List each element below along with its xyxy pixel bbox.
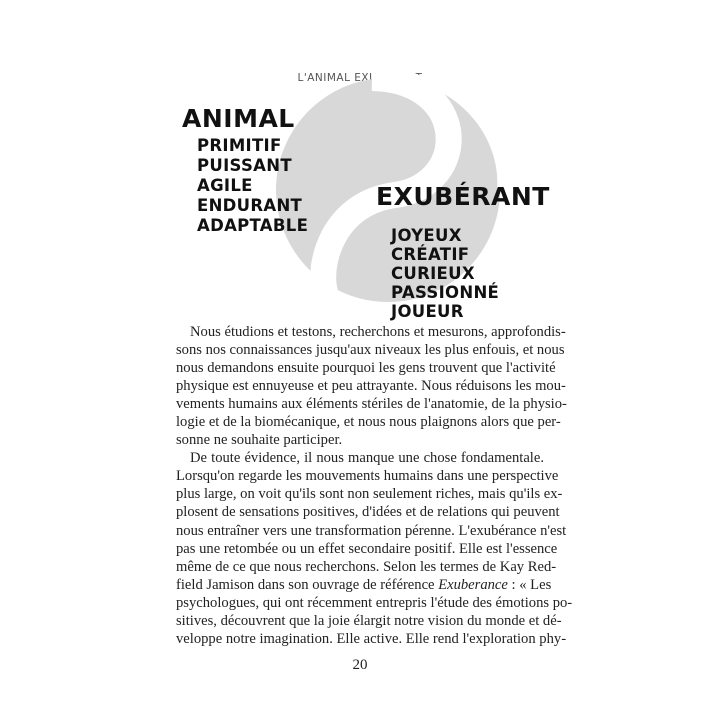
text-fragment: field Jamison dans son ouvrage de référence xyxy=(176,576,439,593)
figure-left-item: ENDURANT xyxy=(197,196,303,215)
figure-left-item: ADAPTABLE xyxy=(197,216,309,235)
text-line xyxy=(176,576,552,594)
text-line: Lorsqu'on regarde les mouvements humains dans une perspective xyxy=(176,468,559,485)
text-line: sons nos connaissances jusqu'aux niveaux les plus enfouis, et nous xyxy=(176,342,565,359)
figure-right-item: JOUEUR xyxy=(391,302,464,321)
figure-right-item: PASSIONNÉ xyxy=(391,283,500,302)
figure-right-item: JOYEUX xyxy=(391,226,462,245)
text-line: vements humains aux éléments stériles de l'anatomie, de la physio- xyxy=(176,396,567,413)
text-line: plus large, on voit qu'ils sont non seulement riches, mais qu'ils ex- xyxy=(176,486,563,503)
text-fragment: : « Les xyxy=(507,576,552,593)
text-line: sitives, découvrent que la joie élargit notre vision du monde et dé- xyxy=(176,612,562,629)
figure-left-item: PRIMITIF xyxy=(197,136,282,155)
text-line: logie et de la biomécanique, et nous nous plaignons alors que per- xyxy=(176,414,561,431)
text-line: physique est ennuyeuse et peu attrayante. Nous réduisons les mou- xyxy=(176,378,566,395)
figure-left-item: AGILE xyxy=(197,176,253,195)
figure-right-title: EXUBÉRANT xyxy=(376,182,550,211)
running-head: L'ANIMAL EXUBÉRANT xyxy=(297,72,423,84)
text-line: De toute évidence, il nous manque une chose fondamentale. xyxy=(190,450,544,467)
figure-left-title: ANIMAL xyxy=(182,104,295,133)
page-number: 20 xyxy=(352,657,368,673)
text-line: même de ce que nous recherchons. Selon les termes de Kay Red- xyxy=(176,558,557,575)
text-line: nous demandons ensuite pourquoi les gens trouvent que l'activité xyxy=(176,360,556,377)
text-line: veloppe notre imagination. Elle active. Elle rend l'exploration phy- xyxy=(176,630,567,647)
figure-right-item: CURIEUX xyxy=(391,264,475,283)
figure-left-item: PUISSANT xyxy=(197,156,292,175)
text-line: Nous étudions et testons, recherchons et mesurons, approfondis- xyxy=(190,324,566,340)
text-line: plosent de sensations positives, d'idées et de relations qui peuvent xyxy=(176,504,560,521)
text-line: pas une retombée ou un effet secondaire positif. Elle est l'essence xyxy=(176,540,558,557)
text-line: psychologues, qui ont récemment entrepris l'étude des émotions po- xyxy=(176,594,573,611)
body-text xyxy=(176,323,573,648)
text-line: nous entraîner vers une transformation pérenne. L'exubérance n'est xyxy=(176,522,567,539)
book-title: Exuberance xyxy=(438,576,508,593)
figure-right-item: CRÉATIF xyxy=(391,245,470,264)
text-line: sonne ne souhaite participer. xyxy=(176,432,343,449)
